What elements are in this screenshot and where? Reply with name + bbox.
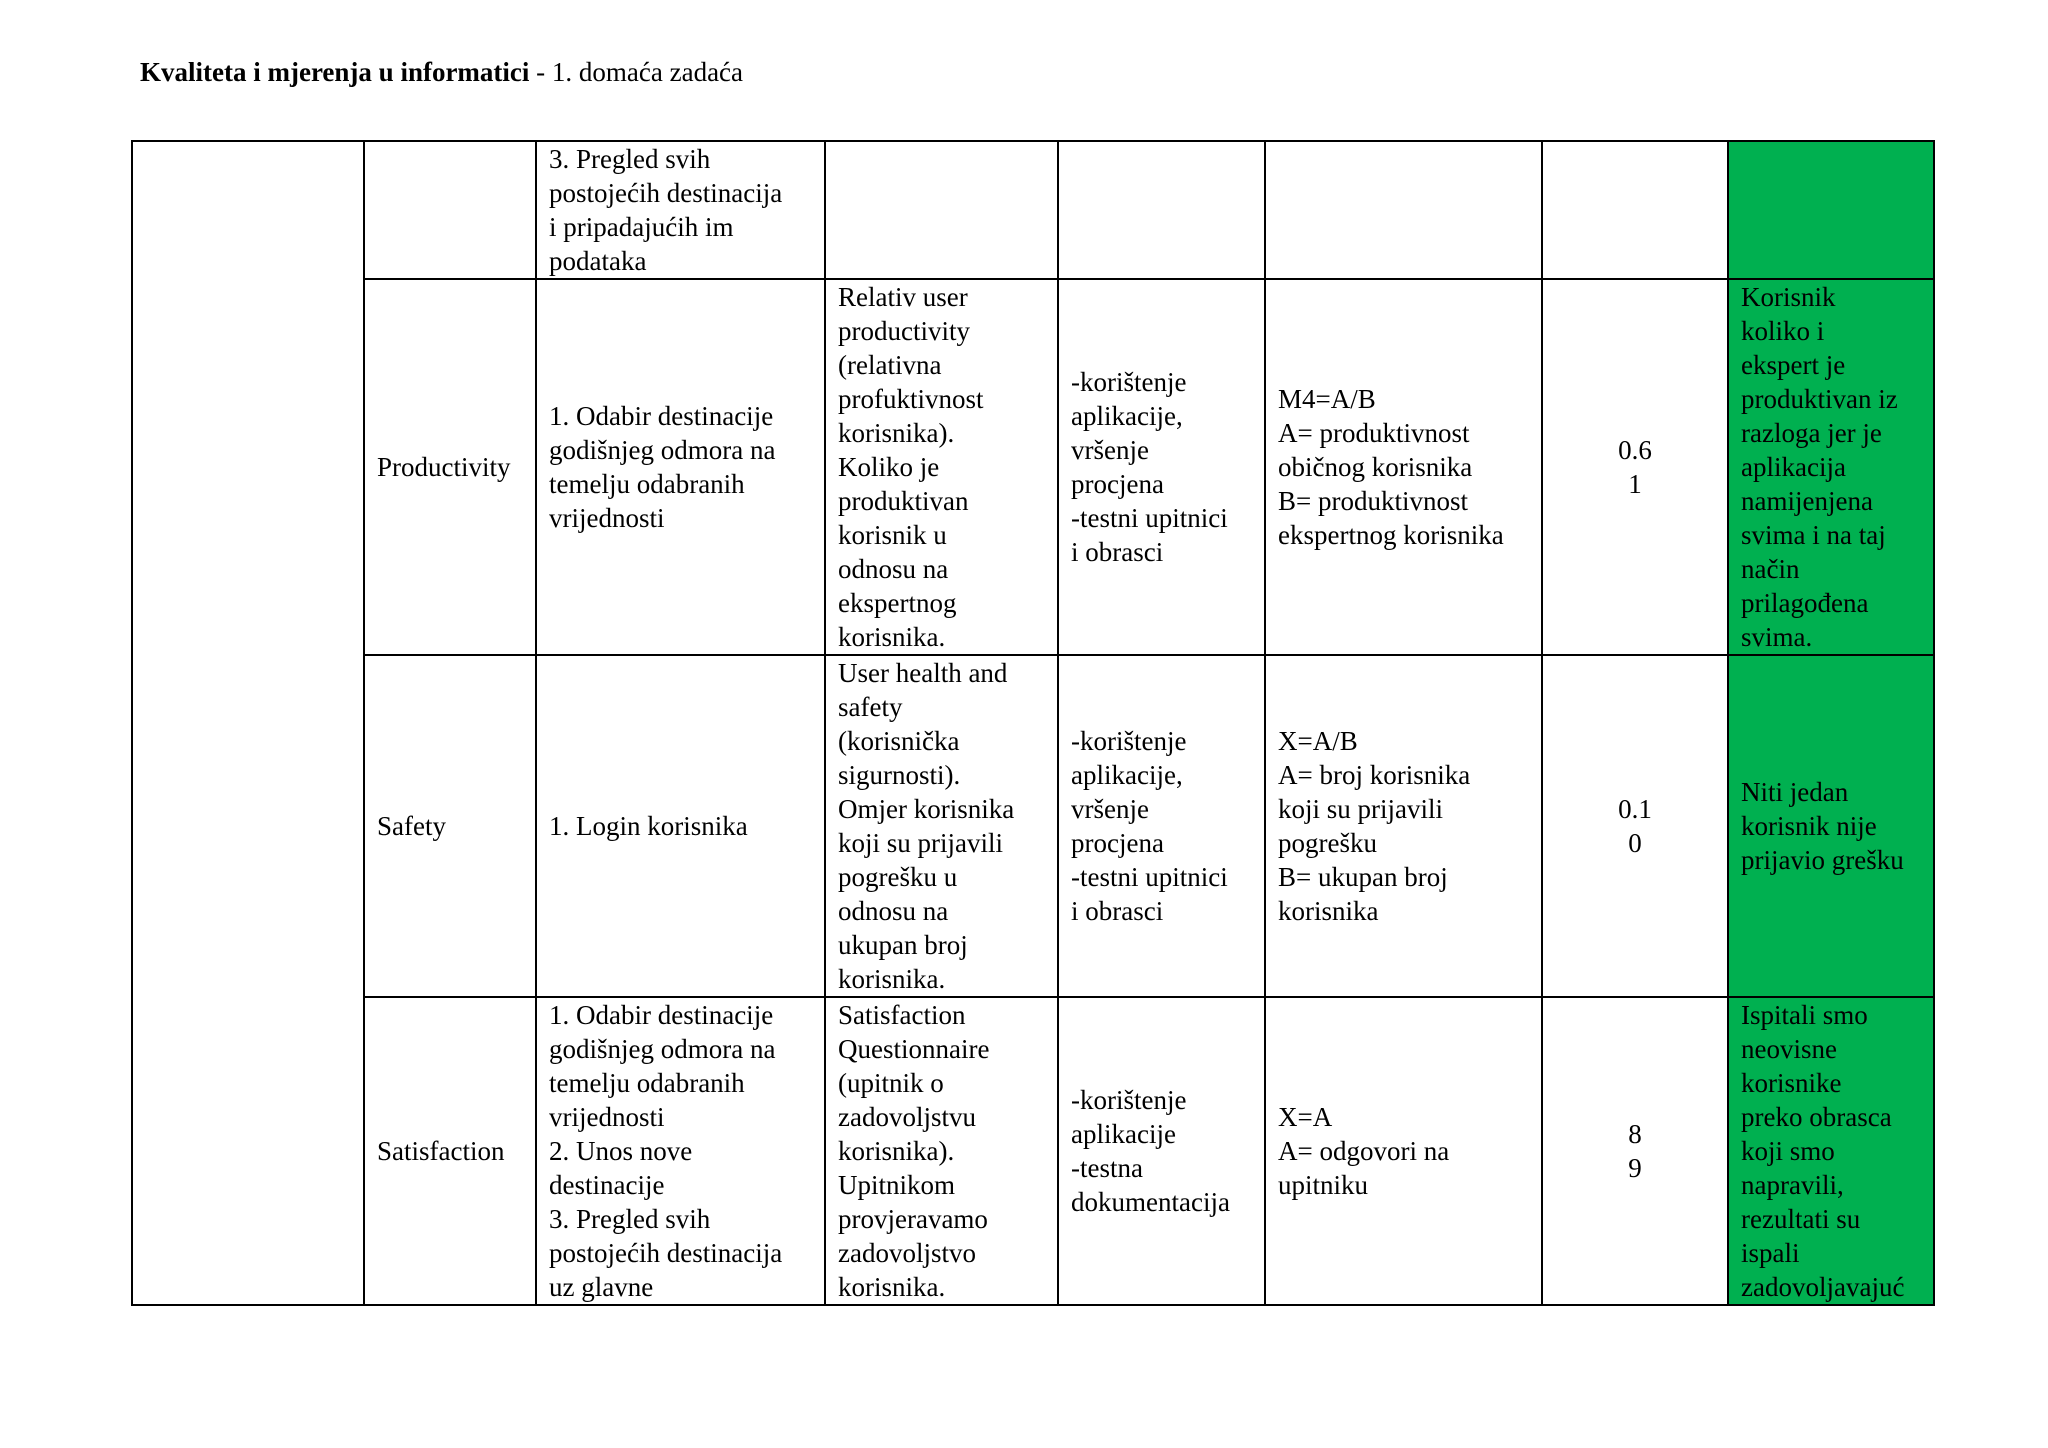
attribute-cell: Satisfaction (364, 997, 536, 1305)
method-cell: -korištenje aplikacije, vršenje procjena -testni upitnici i obrasci (1058, 279, 1265, 655)
table-row (132, 279, 1934, 655)
attribute-cell: Safety (364, 655, 536, 997)
value-cell: 8 9 (1542, 997, 1728, 1305)
formula-cell: X=A/B A= broj korisnika koji su prijavili pogrešku B= ukupan broj korisnika (1265, 655, 1542, 997)
formula-cell: M4=A/B A= produktivnost običnog korisnika B= produktivnost ekspertnog korisnika (1265, 279, 1542, 655)
attribute-cell (364, 141, 536, 279)
course-title: Kvaliteta i mjerenja u informatici (140, 57, 530, 87)
page-header (140, 52, 743, 92)
metric-cell: Satisfaction Questionnaire (upitnik o zadovoljstvu korisnika). Upitnikom provjeravamo zadovoljstvo korisnika. (825, 997, 1058, 1305)
table-row (132, 141, 1934, 279)
value-cell: 0.1 0 (1542, 655, 1728, 997)
task-cell: 1. Login korisnika (536, 655, 825, 997)
table-row (132, 997, 1934, 1305)
task-cell: 1. Odabir destinacije godišnjeg odmora na temelju odabranih vrijednosti (536, 279, 825, 655)
formula-cell: X=A A= odgovori na upitniku (1265, 997, 1542, 1305)
attribute-cell: Productivity (364, 279, 536, 655)
value-cell (1542, 141, 1728, 279)
metric-cell: Relativ user productivity (relativna profuktivnost korisnika). Koliko je produktivan korisnik u odnosu na ekspertnog korisnika. (825, 279, 1058, 655)
comment-cell (1728, 141, 1934, 279)
comment-cell: Ispitali smo neovisne korisnike preko obrasca koji smo napravili, rezultati su ispali zadovoljavajuć (1728, 997, 1934, 1305)
metric-cell: User health and safety (korisnička sigurnosti). Omjer korisnika koji su prijavili pogrešku u odnosu na ukupan broj korisnika. (825, 655, 1058, 997)
task-cell: 1. Odabir destinacije godišnjeg odmora na temelju odabranih vrijednosti 2. Unos nove destinacije 3. Pregled svih postojećih destinacija uz glavne (536, 997, 825, 1305)
metric-cell (825, 141, 1058, 279)
task-cell: 3. Pregled svih postojećih destinacija i pripadajućih im podataka (536, 141, 825, 279)
assignment-title: - 1. domaća zadaća (529, 57, 744, 87)
group-cell (132, 141, 364, 1305)
value-cell: 0.6 1 (1542, 279, 1728, 655)
comment-cell: Niti jedan korisnik nije prijavio grešku (1728, 655, 1934, 997)
formula-cell (1265, 141, 1542, 279)
method-cell: -korištenje aplikacije, vršenje procjena -testni upitnici i obrasci (1058, 655, 1265, 997)
table-row (132, 655, 1934, 997)
metrics-table (131, 140, 1935, 1306)
comment-cell: Korisnik koliko i ekspert je produktivan iz razloga jer je aplikacija namijenjena svima i na taj način prilagođena svima. (1728, 279, 1934, 655)
method-cell (1058, 141, 1265, 279)
method-cell: -korištenje aplikacije -testna dokumentacija (1058, 997, 1265, 1305)
